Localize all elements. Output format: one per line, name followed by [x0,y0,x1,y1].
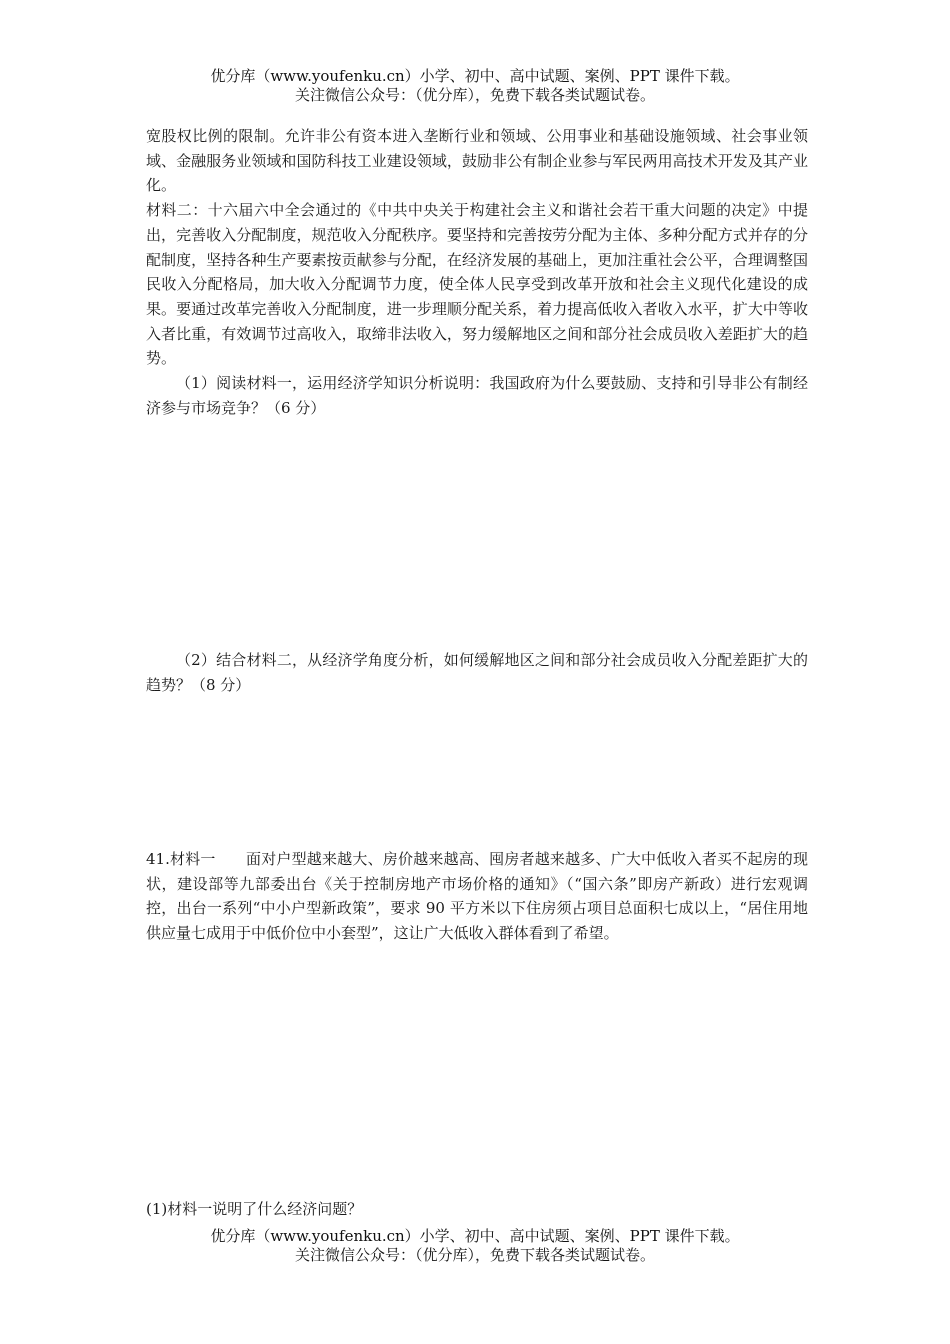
material-block [146,124,808,420]
question-2-block [146,648,808,697]
question-41-sub1-block [146,1197,808,1222]
header-line-1: 优分库（www.youfenku.cn）小学、初中、高中试题、案例、PPT 课件下载。 [210,67,740,85]
question-41-sub1: (1)材料一说明了什么经济问题？ [146,1200,363,1218]
footer-line-1: 优分库（www.youfenku.cn）小学、初中、高中试题、案例、PPT 课件下载。 [210,1227,740,1245]
header-line-2: 关注微信公众号：（优分库），免费下载各类试题试卷。 [294,86,655,104]
page-header [0,67,950,105]
question-1: （1）阅读材料一，运用经济学知识分析说明：我国政府为什么要鼓励、支持和引导非公有制经济参与市场竞争？（6 分） [146,374,808,417]
material2-paragraph: 材料二：十六届六中全会通过的《中共中央关于构建社会主义和谐社会若干重大问题的决定》中提出，完善收入分配制度，规范收入分配秩序。要坚持和完善按劳分配为主体、多种分配方式并存的分配制度，坚持各种生产要素按贡献参与分配，在经济发展的基础上，更加注重社会公平，合理调整国民收入分配格局，加大收入分配调节力度，使全体人民享受到改革开放和社会主义现代化建设的成果。要通过改革完善收入分配制度，进一步理顺分配关系，着力提高低收入者收入水平，扩大中等收入者比重，有效调节过高收入，取缔非法收入，努力缓解地区之间和部分社会成员收入差距扩大的趋势。 [146,201,808,368]
material1-continuation: 宽股权比例的限制。允许非公有资本进入垄断行业和领域、公用事业和基础设施领域、社会事业领域、金融服务业领域和国防科技工业建设领域，鼓励非公有制企业参与军民两用高技术开发及其产业化。 [146,127,808,195]
page-footer [0,1227,950,1265]
question-41-material1: 41.材料一 面对户型越来越大、房价越来越高、囤房者越来越多、广大中低收入者买不起房的现状，建设部等九部委出台《关于控制房地产市场价格的通知》（“国六条”即房产新政）进行宏观调控，出台一系列“中小户型新政策”，要求 90 平方米以下住房须占项目总面积七成以上，“居住用地供应量七成用于中低价位中小套型”，这让广大低收入群体看到了希望。 [146,850,808,943]
question-41-block [146,847,808,946]
question-2: （2）结合材料二，从经济学角度分析，如何缓解地区之间和部分社会成员收入分配差距扩大的趋势？（8 分） [146,651,808,694]
footer-line-2: 关注微信公众号：（优分库），免费下载各类试题试卷。 [294,1246,655,1264]
